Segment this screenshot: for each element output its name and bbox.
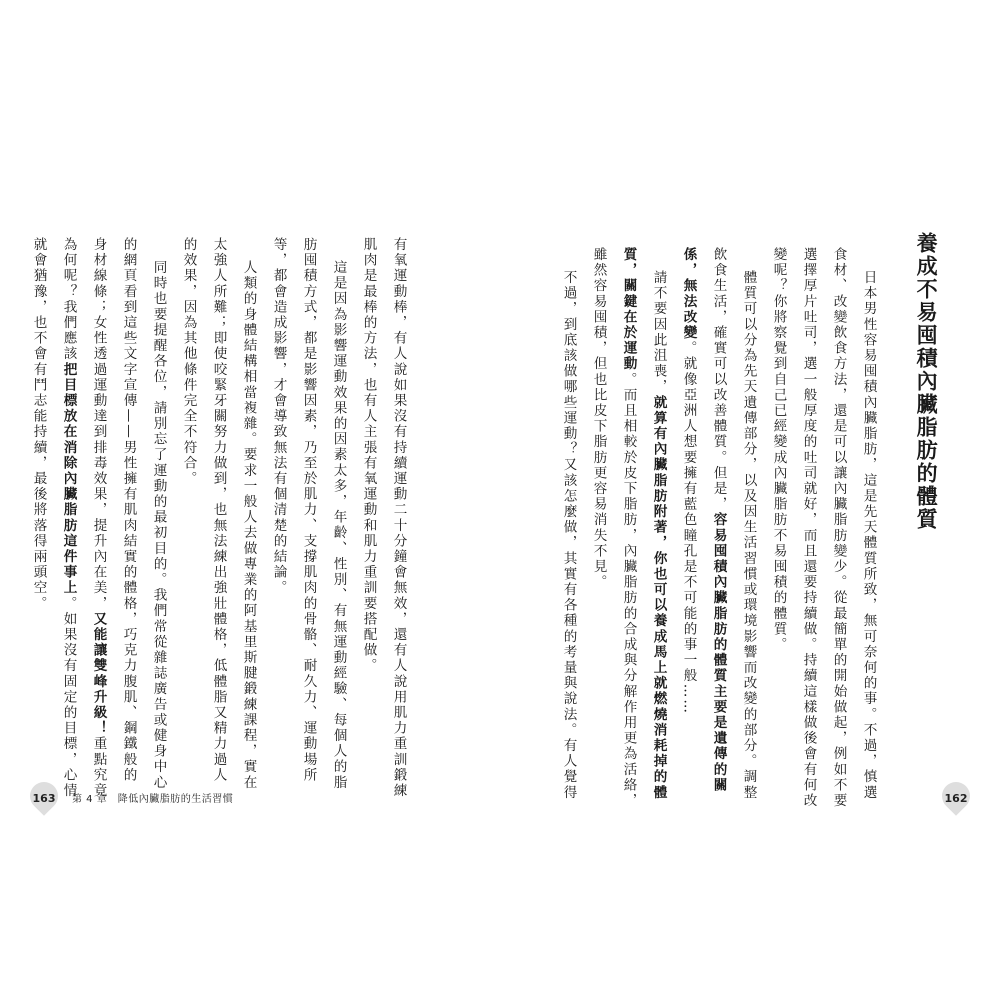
right-col-5: 體質可以分為先天遺傳部分，以及因生活習慣或環境影響而改變的部分。調整 [740, 270, 757, 801]
right-col-6: 飲食生活，確實可以改善體質。但是，容易囤積內臟脂肪的體質主要是遺傳的關 [710, 247, 727, 794]
right-page-number: 162 [936, 784, 976, 812]
right-col-2: 食材、改變飲食方法，還是可以讓內臟脂肪變少。從最簡單的開始做起，例如不要 [830, 247, 847, 809]
left-col-8: 的效果，因為其他條件完全不符合。 [180, 237, 197, 487]
left-col-13: 就會猶豫，也不會有鬥志能持續，最後將落得兩頭空。 [30, 237, 47, 612]
left-col-11: 身材線條；女性透過運動達到排毒效果，提升內在美，又能讓雙峰升級！重點究竟 [90, 237, 107, 799]
right-col-9: 質，關鍵在於運動。而且相較於皮下脂肪，內臟脂肪的合成與分解作用更為活絡， [620, 247, 637, 809]
right-col-4: 變呢？你將察覺到自己已經變成內臟脂肪不易囤積的體質。 [770, 247, 787, 653]
right-col-8: 請不要因此沮喪，就算有內臟脂肪附著，你也可以養成馬上就燃燒消耗掉的體 [650, 270, 667, 801]
right-col-3: 選擇厚片吐司，選一般厚度的吐司就好，而且還要持續做。持續這樣做後會有何改 [800, 247, 817, 809]
left-page-number: 163 [24, 784, 64, 812]
left-col-4: 肪囤積方式，都是影響因素，乃至於肌力、支撐肌肉的骨骼、耐久力、運動場所 [300, 237, 317, 783]
running-header: 第 4 章 降低內臟脂肪的生活習慣 [72, 794, 234, 805]
right-col-7: 係，無法改變。就像亞洲人想要擁有藍色瞳孔是不可能的事一般…… [680, 247, 697, 715]
left-col-3: 這是因為影響運動效果的因素太多，年齡、性別、有無運動經驗、每個人的脂 [330, 260, 347, 791]
section-heading: 養成不易囤積內臟脂肪的體質 [914, 232, 939, 531]
right-col-10: 雖然容易囤積，但也比皮下脂肪更容易消失不見。 [590, 247, 607, 591]
left-col-1: 有氧運動棒，有人說如果沒有持續運動二十分鐘會無效，還有人說用肌力重訓鍛練 [390, 237, 407, 799]
left-col-9: 同時也要提醒各位，請別忘了運動的最初目的。我們常從雜誌廣告或健身中心 [150, 260, 167, 791]
left-col-10: 的網頁看到這些文字宣傳——男性擁有肌肉結實的體格，巧克力腹肌、鋼鐵般的 [120, 237, 137, 783]
left-col-12: 為何呢？我們應該把目標放在消除內臟脂肪這件事上。如果沒有固定的目標，心情 [60, 237, 77, 799]
left-col-6: 人類的身體結構相當複雜。要求一般人去做專業的阿基里斯腱鍛練課程，實在 [240, 260, 257, 791]
right-col-1: 日本男性容易囤積內臟脂肪，這是先天體質所致，無可奈何的事。不過，慎選 [860, 270, 877, 801]
right-col-11: 不過，到底該做哪些運動？又該怎麼做，其實有各種的考量與說法。有人覺得 [560, 270, 577, 801]
left-col-5: 等，都會造成影響，才會導致無法有個清楚的結論。 [270, 237, 287, 596]
left-col-7: 太強人所難；即使咬緊牙關努力做到，也無法練出強壯體格，低體脂又精力過人 [210, 237, 227, 783]
left-col-2: 肌肉是最棒的方法，也有人主張有氧運動和肌力重訓要搭配做。 [360, 237, 377, 674]
